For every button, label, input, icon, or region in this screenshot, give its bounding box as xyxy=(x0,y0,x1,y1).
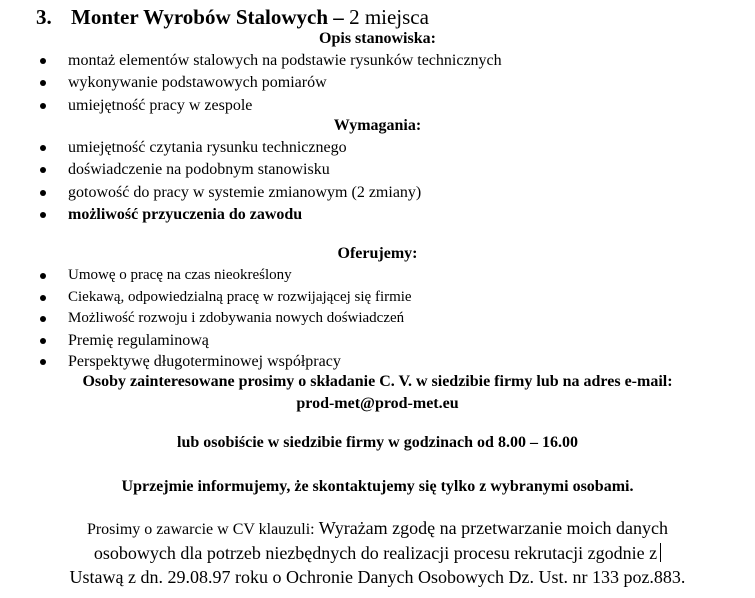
list-item: Możliwość rozwoju i zdobywania nowych doświadczeń xyxy=(68,308,412,330)
bullet-icon xyxy=(40,145,46,151)
list-item: doświadczenie na podobnym stanowisku xyxy=(68,159,421,181)
description-list xyxy=(68,50,502,117)
consent-line-3: Ustawą z dn. 29.08.97 roku o Ochronie Danych Osobowych Dz. Ust. nr 133 poz.883. xyxy=(69,567,686,587)
list-item: Premię regulaminową xyxy=(68,330,412,352)
bullet-icon xyxy=(40,103,46,109)
list-item: wykonywanie podstawowych pomiarów xyxy=(68,72,502,94)
offer-heading: Oferujemy: xyxy=(337,245,418,262)
offer-list xyxy=(68,265,412,373)
positions-count: 2 miejsca xyxy=(349,5,429,29)
list-item: umiejętność czytania rysunku technicznego xyxy=(68,137,421,159)
bullet-icon xyxy=(40,80,46,86)
list-item: możliwość przyuczenia do zawodu xyxy=(68,204,421,226)
contact-instructions: Osoby zainteresowane prosimy o składanie C. V. w siedzibie firmy lub na adres e-mail: xyxy=(82,373,673,390)
list-item: Umowę o pracę na czas nieokreślony xyxy=(68,265,412,287)
selection-notice: Uprzejmie informujemy, że skontaktujemy się tylko z wybranymi osobami. xyxy=(121,478,634,495)
list-item: umiejętność pracy w zespole xyxy=(68,95,502,117)
bullet-icon xyxy=(40,167,46,173)
list-item: Perspektywę długoterminowej współpracy xyxy=(68,351,412,373)
consent-lead: Prosimy o zawarcie w CV klauzuli: xyxy=(86,521,315,538)
job-title-text: Monter Wyrobów Stalowych – xyxy=(71,5,344,29)
consent-line-2 xyxy=(0,543,755,564)
consent-line-1 xyxy=(0,518,755,539)
bullet-icon xyxy=(40,295,46,301)
in-person-hours: lub osobiście w siedzibie firmy w godzinach od 8.00 – 16.00 xyxy=(177,434,578,451)
contact-email: prod-met@prod-met.eu xyxy=(296,395,459,412)
text-cursor xyxy=(660,543,661,562)
bullet-icon xyxy=(40,273,46,279)
requirements-heading: Wymagania: xyxy=(333,117,422,134)
consent-text-1: Wyrażam zgodę na przetwarzanie moich danych xyxy=(318,518,669,538)
bullet-icon xyxy=(40,359,46,365)
list-item: gotowość do pracy w systemie zmianowym (2 zmiany) xyxy=(68,182,421,204)
list-item: Ciekawą, odpowiedzialną pracę w rozwijającej się firmie xyxy=(68,287,412,309)
requirements-list xyxy=(68,137,421,226)
bullet-icon xyxy=(40,212,46,218)
bullet-icon xyxy=(40,58,46,64)
bullet-icon xyxy=(40,338,46,344)
description-heading: Opis stanowiska: xyxy=(319,30,436,47)
consent-text-2: osobowych dla potrzeb niezbędnych do realizacji procesu rekrutacji zgodnie z xyxy=(93,543,658,563)
list-item: montaż elementów stalowych na podstawie rysunków technicznych xyxy=(68,50,502,72)
job-title xyxy=(71,5,429,30)
section-number: 3. xyxy=(36,5,52,29)
bullet-icon xyxy=(40,190,46,196)
bullet-icon xyxy=(40,316,46,322)
